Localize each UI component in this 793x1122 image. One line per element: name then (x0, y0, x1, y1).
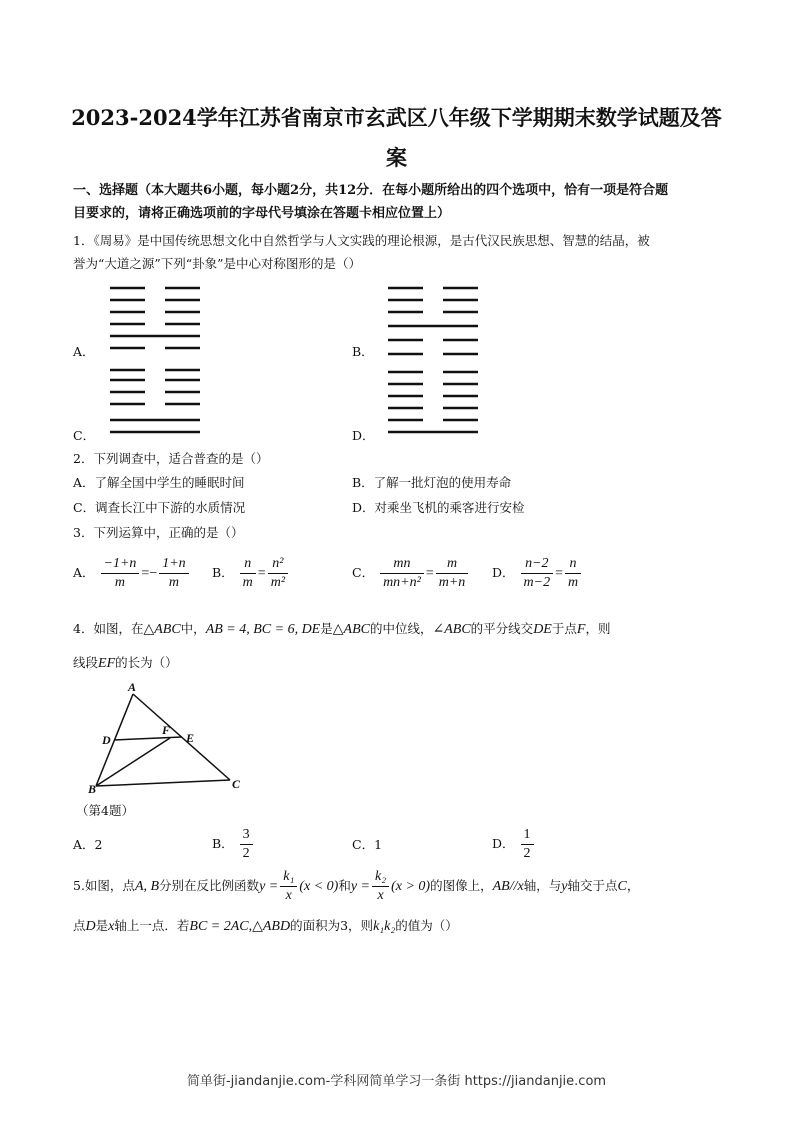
q3-b-fraction-right (268, 555, 288, 592)
q5-math: BC = 2AC,△ABD (189, 919, 291, 934)
hexagram-c (110, 370, 200, 432)
numerator: m (436, 555, 469, 574)
q5-text: ， (626, 878, 640, 893)
hexagram-figure-ac (100, 280, 220, 440)
q5-text: 是 (95, 918, 109, 933)
q3-option-b (212, 555, 290, 592)
q3-c-fraction-left (380, 555, 424, 592)
q4-math: DE (533, 622, 552, 637)
q4-math: AB = 4, BC = 6, DE (205, 622, 321, 637)
denominator: 2 (523, 846, 531, 861)
q5-math: D (85, 919, 96, 934)
q4-text: 4．如图，在 (73, 621, 144, 636)
denominator: m (567, 575, 579, 590)
q3-d-fraction-left (521, 555, 554, 592)
page-title-cont: 案 (386, 145, 407, 170)
q5-text: 点 (73, 918, 86, 933)
q5-text: 轴上一点．若 (114, 918, 190, 933)
vertex-label-c: C (232, 777, 241, 791)
q3-option-d (492, 555, 583, 592)
q2-option-c: C．调查长江中下游的水质情况 (73, 500, 246, 515)
q2-option-d: D．对乘坐飞机的乘客进行安检 (352, 500, 525, 515)
q3-d-fraction-right (565, 555, 581, 592)
q4-text: 的长为（） (115, 655, 178, 670)
numerator: n (240, 555, 256, 574)
q4-stem (73, 618, 733, 641)
q5-text: 和 (338, 878, 351, 893)
q3-stem: 3．下列运算中，正确的是（） (73, 525, 244, 540)
numerator: n−2 (521, 555, 554, 574)
section-heading: 一、选择题（本大题共6小题，每小题2分，共12分．在每小题所给出的四个选项中，恰有一项是符合题 (73, 183, 669, 198)
q4-stem-cont (73, 652, 733, 675)
q4-math: EF (98, 656, 116, 671)
denominator: m (242, 575, 253, 590)
q4-math: △ABC (332, 622, 370, 637)
q3-a-fraction-right (159, 555, 188, 592)
vertex-label-a: A (128, 680, 137, 694)
numerator: −1+n (101, 555, 140, 574)
q4-text: 的中位线， (369, 621, 433, 636)
q5-fraction-k2 (372, 868, 389, 905)
q5-math: y = (350, 879, 371, 894)
equals-sign: = (425, 566, 434, 581)
midline-de (114, 737, 182, 740)
q5-text: 轴，与 (523, 878, 562, 893)
point-label-f: F (162, 723, 171, 737)
q3-d-label: D． (492, 565, 515, 580)
q1-option-a: A． (73, 344, 95, 359)
q5-math: k₁k₂ (373, 919, 396, 934)
q3-c-fraction-right (436, 555, 469, 592)
numerator: n² (268, 555, 288, 574)
q3-b-label: B． (212, 565, 234, 580)
q5-math: (x > 0) (391, 879, 431, 894)
q5-math: x (108, 919, 115, 934)
page-footer: 简单街-jiandanjie.com-学科网简单学习一条街 https://jiandanjie.com (186, 1074, 607, 1089)
q4-option-a: A．2 (73, 837, 103, 852)
q2-stem: 2．下列调查中，适合普查的是（） (73, 451, 269, 466)
q5-text: 轴交于点 (567, 878, 618, 893)
denominator: x (377, 888, 384, 903)
q4-text: 是 (320, 621, 333, 636)
denominator: m (168, 575, 179, 590)
q4-d-fraction (521, 826, 534, 863)
q5-math: AB//x (492, 879, 524, 894)
equals-sign: = (555, 566, 563, 581)
q5-stem (73, 868, 733, 905)
q2-option-a: A．了解全国中学生的睡眠时间 (73, 475, 245, 490)
q4-text: ，则 (585, 621, 611, 636)
q4-d-label: D． (492, 836, 515, 851)
q4-math: △ABC (143, 622, 181, 637)
q5-math: y (561, 879, 568, 894)
q4-triangle-figure (80, 680, 260, 800)
q4-option-c: C．1 (352, 837, 383, 852)
q3-c-label: C． (352, 565, 375, 580)
q3-a-fraction-left (101, 555, 140, 592)
q4-math: ∠ABC (432, 622, 471, 637)
side-bc (96, 780, 230, 786)
q5-math: A, B (134, 879, 160, 894)
hexagram-b (388, 288, 478, 354)
numerator: mn (380, 555, 424, 574)
q4-b-label: B． (212, 836, 234, 851)
q5-text: 分别在反比例函数 (159, 878, 260, 893)
numerator: 1+n (159, 555, 188, 574)
numerator: 1 (521, 826, 534, 845)
hexagram-d (388, 372, 478, 432)
equals-sign: =− (141, 566, 158, 581)
denominator: m+n (438, 575, 466, 590)
q5-text: 5.如图，点 (73, 878, 135, 893)
denominator: m² (270, 575, 286, 590)
q4-option-b (212, 826, 255, 863)
figure-caption: （第4题） (76, 803, 134, 818)
q4-text: 线段 (73, 655, 99, 670)
q1-option-c: C． (73, 428, 96, 443)
q4-text: 的平分线交 (470, 621, 534, 636)
q5-text: 的图像上， (430, 878, 493, 893)
q5-fraction-k1 (280, 868, 297, 905)
q4-b-fraction (240, 826, 253, 863)
denominator: m−2 (523, 575, 551, 590)
q2-option-b: B．了解一批灯泡的使用寿命 (352, 475, 512, 490)
page-title: 2023-2024学年江苏省南京市玄武区八年级下学期期末数学试题及答 (71, 105, 722, 130)
point-label-e: E (186, 731, 195, 745)
q1-stem-cont: 誉为“大道之源”下列“卦象”是中心对称图形的是（） (73, 256, 362, 271)
numerator: k₁ (280, 868, 297, 887)
q1-option-d: D． (352, 428, 375, 443)
q4-text: 于点 (551, 621, 577, 636)
q3-option-c (352, 555, 470, 592)
q3-a-label: A． (73, 565, 95, 580)
q4-text: 中， (180, 621, 206, 636)
q5-math: C (617, 879, 627, 894)
q3-b-fraction-left (240, 555, 256, 592)
q3-option-a (73, 555, 191, 592)
vertex-label-b: B (88, 782, 97, 796)
denominator: x (285, 888, 292, 903)
numerator: n (565, 555, 581, 574)
denominator: mn+n² (383, 575, 421, 590)
q5-math: y = (259, 879, 279, 894)
numerator: 3 (240, 826, 253, 845)
q5-stem-cont (73, 915, 733, 938)
q1-option-b: B． (352, 344, 374, 359)
denominator: 2 (242, 846, 250, 861)
q5-text: 的值为（） (395, 918, 458, 933)
hexagram-figure-bd (378, 280, 498, 440)
equals-sign: = (257, 566, 266, 581)
hexagram-a (110, 288, 200, 348)
q4-math: F (576, 622, 586, 637)
numerator: k₂ (372, 868, 389, 887)
q1-stem: 1．《周易》是中国传统思想文化中自然哲学与人文实践的理论根源，是古代汉民族思想、智慧的结晶，被 (73, 233, 650, 248)
q4-option-d (492, 826, 536, 863)
section-heading-cont: 目要求的，请将正确选项前的字母代号填涂在答题卡相应位置上） (73, 206, 451, 221)
denominator: m (114, 575, 126, 590)
q5-text: 的面积为3，则 (290, 918, 374, 933)
q5-math: (x < 0) (299, 879, 339, 894)
point-label-d: D (102, 733, 111, 747)
